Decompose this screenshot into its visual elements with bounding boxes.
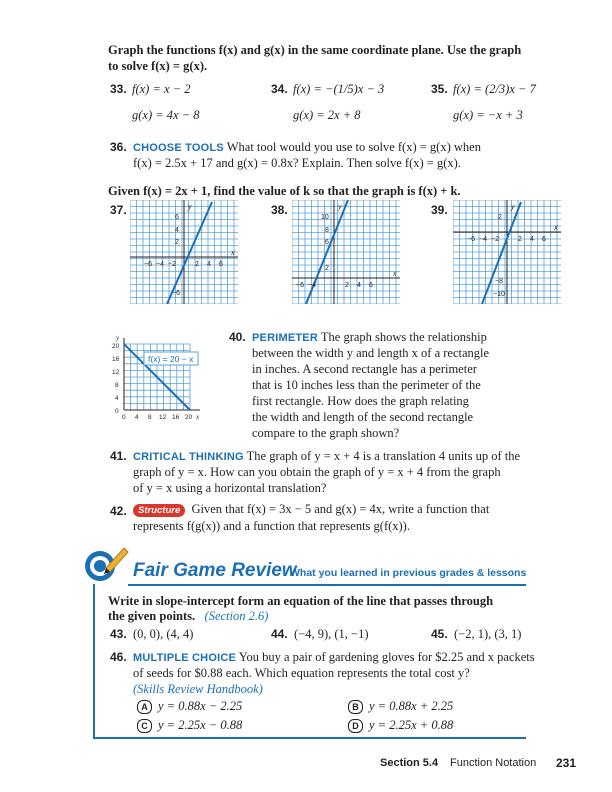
x-tick: 2	[195, 261, 199, 268]
problem-42-text: Given that f(x) = 3x − 5 and g(x) = 4x, write a function that	[191, 502, 490, 516]
problem-41-line-1	[133, 449, 520, 464]
y-axis-label: y	[511, 202, 515, 211]
problem-g: g(x) = −x + 3	[453, 108, 523, 122]
x-tick: −6	[296, 282, 304, 289]
problem-46-text: You buy a pair of gardening gloves for $2.25 and x packets	[238, 650, 535, 664]
y-tick: 4	[175, 227, 179, 234]
x-tick: 4	[135, 414, 139, 420]
y-axis-label: y	[116, 334, 120, 342]
x-tick: 4	[207, 261, 211, 268]
choice-a[interactable]	[137, 699, 242, 714]
problem-number: 46.	[110, 650, 127, 664]
y-tick: 2	[325, 265, 329, 272]
graph-38	[292, 200, 400, 304]
section-reference: (Section 2.6)	[204, 609, 269, 623]
problem-number: 42.	[110, 504, 127, 518]
keyword-perimeter: PERIMETER	[252, 332, 318, 344]
y-tick: −6	[172, 290, 180, 297]
choice-text: y = 2.25x + 0.88	[369, 718, 454, 732]
instructions-line-2: to solve f(x) = g(x).	[108, 59, 208, 73]
y-tick: 0	[115, 408, 119, 415]
problem-number: 39.	[431, 203, 448, 217]
choice-c[interactable]	[137, 718, 242, 733]
graph-39	[453, 200, 561, 304]
choice-letter: D	[348, 719, 363, 733]
x-tick: −2	[168, 261, 176, 268]
function-label: f(x) = 20 − x	[148, 354, 194, 364]
y-tick: 10	[321, 214, 329, 221]
problem-f: f(x) = −(1/5)x − 3	[293, 82, 385, 96]
review-left-rule	[93, 584, 95, 738]
keyword-multiple-choice: MULTIPLE CHOICE	[133, 652, 237, 664]
choice-text: y = 0.88x − 2.25	[158, 699, 243, 713]
y-tick: 16	[112, 356, 120, 363]
choice-b[interactable]	[348, 699, 453, 714]
problem-number: 38.	[271, 203, 288, 217]
problem-40-line: the width and length of the second rectangle	[252, 410, 474, 424]
choice-text: y = 0.88x + 2.25	[369, 699, 454, 713]
y-axis-label: y	[188, 202, 192, 211]
x-tick: 2	[345, 282, 349, 289]
review-underline	[128, 584, 526, 586]
footer-section: Section 5.4	[380, 757, 439, 769]
problem-41-line-3: of y = x using a horizontal translation?	[133, 481, 327, 495]
footer-title: Function Notation	[450, 757, 537, 769]
x-tick: 12	[159, 414, 167, 420]
y-tick: 8	[325, 227, 329, 234]
choice-d[interactable]	[348, 718, 453, 733]
problem-number: 45.	[431, 627, 448, 641]
keyword-critical-thinking: CRITICAL THINKING	[133, 451, 244, 463]
problem-36-text: What tool would you use to solve f(x) = g(x) when	[226, 140, 481, 154]
problem-36-line-2: f(x) = 2.5x + 17 and g(x) = 0.8x? Explain. Then solve f(x) = g(x).	[133, 156, 461, 170]
given-instructions: Given f(x) = 2x + 1, find the value of k so that the graph is f(x) + k.	[108, 184, 461, 198]
problem-number: 41.	[110, 449, 127, 463]
y-axis-label: y	[338, 202, 342, 211]
problem-f: f(x) = (2/3)x − 7	[453, 82, 536, 96]
problem-g: g(x) = 4x − 8	[132, 108, 200, 122]
x-tick: 4	[530, 236, 534, 243]
structure-badge: Structure	[133, 504, 185, 517]
review-problem: (0, 0), (4, 4)	[133, 627, 194, 641]
problem-number: 40.	[229, 330, 246, 344]
x-tick: −6	[144, 261, 152, 268]
problem-40-line: compare to the graph shown?	[252, 426, 400, 440]
y-tick: 4	[115, 395, 119, 402]
y-tick: 12	[112, 369, 120, 376]
problem-number: 33.	[110, 82, 127, 96]
problem-g: g(x) = 2x + 8	[293, 108, 361, 122]
problem-42-line-1	[133, 502, 489, 517]
y-tick: 2	[175, 239, 179, 246]
fair-game-review-title: Fair Game Review	[133, 560, 297, 581]
problem-number: 35.	[431, 82, 448, 96]
problem-number: 36.	[110, 140, 127, 154]
x-tick: 8	[148, 414, 152, 420]
x-tick: 6	[219, 261, 223, 268]
x-axis-label: x	[231, 248, 235, 257]
problem-46-line-2: of seeds for $0.88 each. Which equation represents the total cost y?	[133, 666, 470, 680]
skills-review-reference: (Skills Review Handbook)	[133, 682, 263, 696]
instructions-line-1: Graph the functions f(x) and g(x) in the same coordinate plane. Use the graph	[108, 43, 522, 57]
x-tick: 16	[172, 414, 180, 420]
review-bottom-rule	[93, 737, 526, 739]
x-axis-label: x	[554, 223, 558, 232]
x-tick: −4	[156, 261, 164, 268]
choice-letter: B	[348, 700, 363, 714]
problem-46-line-1	[133, 650, 535, 665]
x-tick: −4	[308, 282, 316, 289]
y-tick: 20	[112, 343, 120, 350]
review-instructions-text: the given points.	[108, 609, 196, 623]
problem-f: f(x) = x − 2	[132, 82, 191, 96]
x-tick: −4	[479, 236, 487, 243]
keyword-choose-tools: CHOOSE TOOLS	[133, 142, 224, 154]
problem-40-text: The graph shows the relationship	[320, 330, 487, 344]
problem-number: 44.	[271, 627, 288, 641]
problem-number: 43.	[110, 627, 127, 641]
graph-40-perimeter	[108, 334, 208, 420]
y-tick: 8	[115, 382, 119, 389]
y-tick: 6	[325, 239, 329, 246]
pencil-icon	[84, 544, 130, 586]
choice-text: y = 2.25x − 0.88	[158, 718, 243, 732]
problem-41-text: The graph of y = x + 4 is a translation 4 units up of the	[246, 449, 521, 463]
review-instructions-line-1: Write in slope-intercept form an equation of the line that passes through	[108, 594, 494, 608]
x-tick: −2	[491, 236, 499, 243]
review-problem: (−4, 9), (1, −1)	[294, 627, 369, 641]
x-tick: 2	[518, 236, 522, 243]
review-instructions-line-2	[108, 609, 268, 624]
x-tick: 6	[369, 282, 373, 289]
problem-40-line-1	[252, 330, 487, 345]
problem-40-line: in inches. A second rectangle has a perimeter	[252, 362, 477, 376]
problem-number: 37.	[110, 203, 127, 217]
choice-letter: C	[137, 719, 152, 733]
problem-40-line: between the width y and length x of a rectangle	[252, 346, 490, 360]
choice-letter: A	[137, 700, 152, 714]
y-tick: 2	[498, 214, 502, 221]
x-tick: −6	[467, 236, 475, 243]
problem-40-line: that is 10 inches less than the perimeter of the	[252, 378, 481, 392]
page-number: 231	[556, 756, 577, 770]
x-axis-label: x	[196, 413, 200, 420]
x-tick: 6	[542, 236, 546, 243]
y-tick: −10	[493, 291, 505, 298]
problem-41-line-2: graph of y = x. How can you obtain the graph of y = x + 4 from the graph	[133, 465, 501, 479]
problem-40-line: first rectangle. How does the graph relating	[252, 394, 469, 408]
x-tick: 0	[122, 414, 126, 420]
y-tick: −8	[495, 278, 503, 285]
fair-game-review-subtitle: What you learned in previous grades & lessons	[290, 567, 527, 579]
x-axis-label: x	[393, 269, 397, 278]
problem-42-line-2: represents f(g(x)) and a function that represents g(f(x)).	[133, 519, 410, 533]
problem-number: 34.	[271, 82, 288, 96]
problem-36-line-1	[133, 140, 481, 155]
x-tick: 20	[185, 414, 193, 420]
x-tick: 4	[357, 282, 361, 289]
graph-37	[130, 200, 238, 304]
review-problem: (−2, 1), (3, 1)	[454, 627, 522, 641]
y-tick: 6	[175, 214, 179, 221]
